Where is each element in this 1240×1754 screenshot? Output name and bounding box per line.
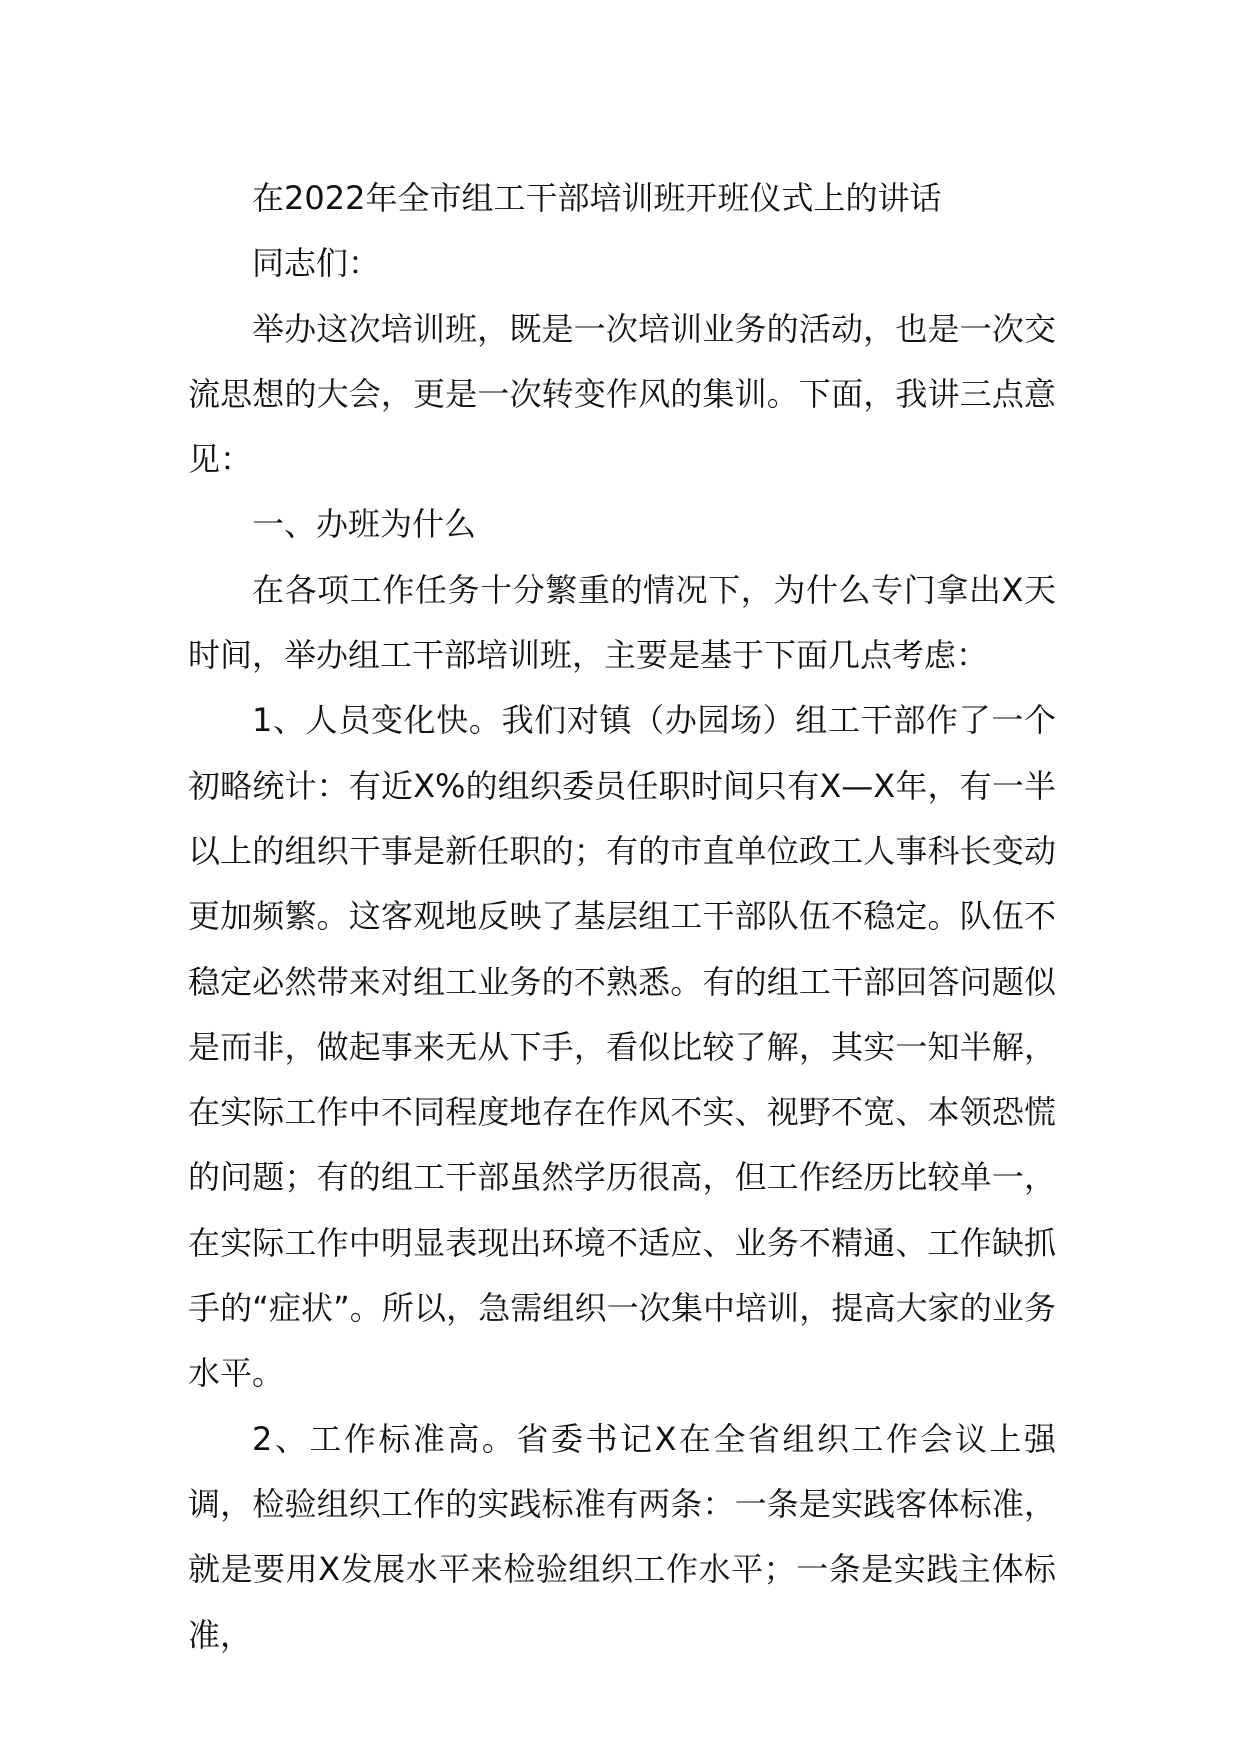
paragraph-point-1: 1、人员变化快。我们对镇（办园场）组工干部作了一个初略统计：有近X%的组织委员任职时间只有X—X年，有一半以上的组织干事是新任职的；有的市直单位政工人事科长变动更加频繁。这客观地反映了基层组工干部队伍不稳定。队伍不稳定必然带来对组工业务的不熟悉。有的组工干部回答问题似是而非，做起事来无从下手，看似比较了解，其实一知半解，在实际工作中不同程度地存在作风不实、视野不宽、本领恐慌的问题；有的组工干部虽然学历很高，但工作经历比较单一，在实际工作中明显表现出环境不适应、业务不精通、工作缺抓手的“症状”。所以，急需组织一次集中培训，提高大家的业务水平。 <box>188 701 1056 1393</box>
document-body <box>188 166 1056 1668</box>
paragraph-intro: 举办这次培训班，既是一次培训业务的活动，也是一次交流思想的大会，更是一次转变作风的集训。下面，我讲三点意见： <box>188 309 1056 479</box>
section-heading-1: 一、办班为什么 <box>252 505 477 544</box>
salutation: 同志们： <box>252 244 381 283</box>
document-title: 在2022年全市组工干部培训班开班仪式上的讲话 <box>252 179 942 217</box>
paragraph-reasons: 在各项工作任务十分繁重的情况下，为什么专门拿出X天时间，举办组工干部培训班，主要是基于下面几点考虑： <box>188 570 1056 675</box>
paragraph-point-2: 2、工作标准高。省委书记X在全省组织工作会议上强调，检验组织工作的实践标准有两条：一条是实践客体标准，就是要用X发展水平来检验组织工作水平；一条是实践主体标准， <box>188 1419 1056 1654</box>
